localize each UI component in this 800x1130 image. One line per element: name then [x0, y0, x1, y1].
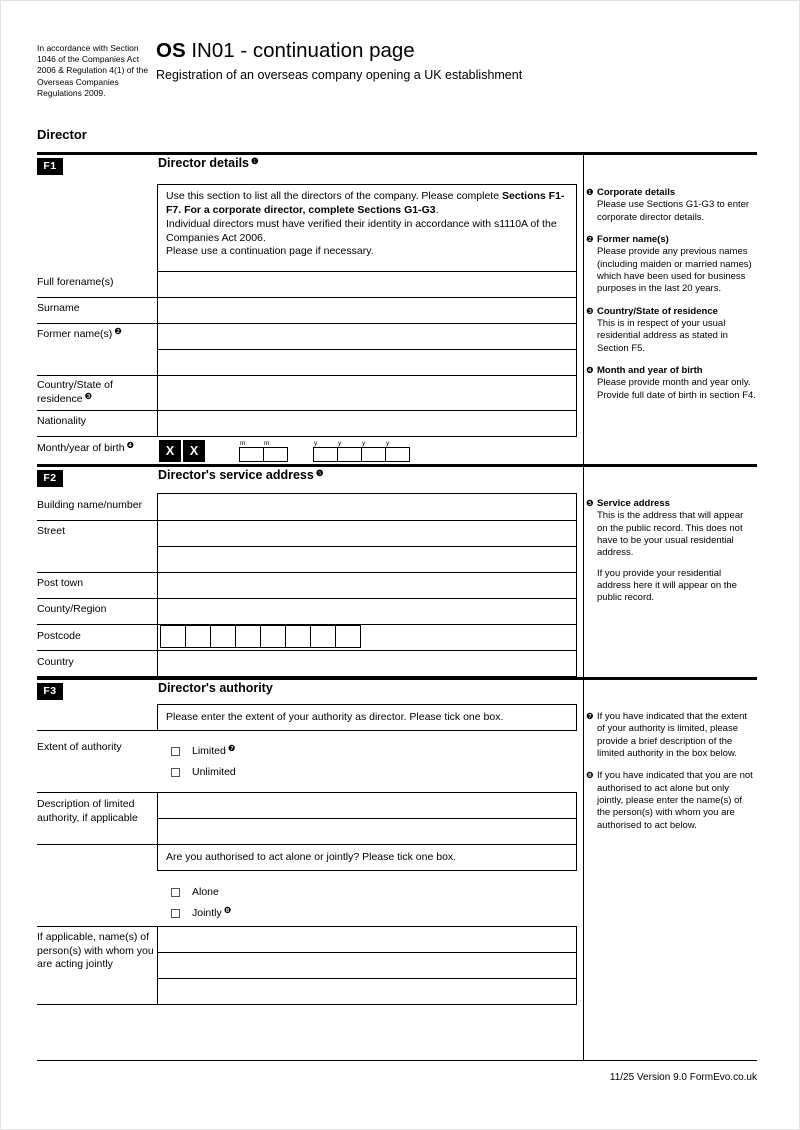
- jointly-checkbox[interactable]: [171, 909, 180, 918]
- f3-section-title: [158, 681, 273, 695]
- row-divider: [37, 598, 157, 599]
- note-ref-4-icon: ❹: [126, 440, 135, 450]
- postcode-cell[interactable]: [210, 625, 236, 648]
- forename-label: Full forename(s): [37, 276, 114, 288]
- year-letter: y: [338, 440, 342, 447]
- alone-checkbox-label: Alone: [192, 886, 219, 898]
- street-input-2[interactable]: [158, 546, 576, 572]
- note-limited-authority: [586, 711, 756, 760]
- day-crossed-box-1: X: [159, 440, 181, 462]
- f1-intro-bold: Sections F1-F7. For a corporate director, complete Sections G1-G3: [166, 190, 565, 216]
- limited-checkbox-label: [192, 745, 235, 757]
- note-ref-3-icon: ❸: [84, 390, 93, 401]
- f2-section-badge: F2: [37, 470, 63, 487]
- birth-label-text: Month/year of birth: [37, 442, 125, 454]
- note-marker-7: ❼: [586, 711, 594, 721]
- compliance-note: In accordance with Section 1046 of the Companies Act 2006 & Regulation 4(1) of the Overseas Companies Regulations 2009.: [37, 43, 149, 98]
- row-divider: [37, 926, 157, 927]
- f3-notes-column: [586, 711, 756, 842]
- birth-year-cells: [313, 440, 410, 462]
- surname-input[interactable]: [158, 297, 576, 323]
- forename-input[interactable]: [158, 271, 576, 297]
- postcode-cell[interactable]: [335, 625, 361, 648]
- note-ref-2-icon: ❷: [114, 326, 122, 336]
- unlimited-checkbox[interactable]: [171, 768, 180, 777]
- f2-section-bar: [37, 464, 757, 467]
- row-divider: [37, 323, 157, 324]
- note-body: Please provide month and year only. Provide full date of birth in section F4.: [597, 377, 756, 401]
- joint-names-input-2[interactable]: [157, 952, 577, 979]
- county-input[interactable]: [158, 598, 576, 624]
- year-letter: y: [386, 440, 390, 447]
- f3-section-badge: F3: [37, 683, 63, 700]
- f1-section-badge: F1: [37, 158, 63, 175]
- f1-intro-p1: [166, 190, 568, 218]
- note-marker-4: ❹: [586, 365, 594, 376]
- f1-intro-p3: Please use a continuation page if necessary.: [166, 245, 374, 258]
- note-jointly: [586, 770, 756, 832]
- month-cell[interactable]: [263, 440, 288, 462]
- f3-section-bar: [37, 677, 757, 680]
- limited-label-text: Limited: [192, 745, 226, 757]
- residence-label: [37, 379, 155, 406]
- year-input-cell[interactable]: [361, 447, 386, 462]
- f3-notes-divider: [583, 680, 584, 1061]
- note-birth: [586, 365, 756, 402]
- f1-intro-part1: Use this section to list all the directors of the company. Please complete: [166, 190, 502, 202]
- note-marker-5: ❺: [586, 498, 594, 508]
- section-bottom-rule: [37, 1060, 757, 1061]
- building-label: Building name/number: [37, 499, 143, 511]
- row-divider: [37, 436, 157, 437]
- nationality-input[interactable]: [158, 410, 576, 436]
- country-label: Country: [37, 656, 74, 668]
- f1-intro-part3: .: [435, 203, 439, 216]
- month-letter: m: [240, 440, 246, 447]
- note-body: This is in respect of your usual residential address as stated in Section F5.: [597, 318, 728, 354]
- country-input[interactable]: [158, 650, 576, 676]
- former-names-input-2[interactable]: [158, 349, 576, 375]
- row-divider: [37, 650, 157, 651]
- year-letter: y: [314, 440, 318, 447]
- row-divider: [37, 624, 157, 625]
- former-names-label: [37, 328, 155, 342]
- year-cell[interactable]: [313, 440, 338, 462]
- extent-label: Extent of authority: [37, 741, 122, 753]
- alone-jointly-instruction-box: Are you authorised to act alone or jointly? Please tick one box.: [157, 844, 577, 871]
- limited-authority-description-input-2[interactable]: [157, 818, 577, 845]
- postcode-cell[interactable]: [185, 625, 211, 648]
- postcode-cell[interactable]: [260, 625, 286, 648]
- surname-label: Surname: [37, 302, 80, 314]
- note-body: Please use Sections G1-G3 to enter corporate director details.: [597, 199, 750, 223]
- f1-title-text: Director details: [158, 156, 250, 170]
- note-body: If you have indicated that you are not authorised to act alone but only jointly, please enter the name(s) of the person(s) with whom you are authorised to act below.: [597, 770, 753, 831]
- note-title: Corporate details: [597, 187, 676, 198]
- note-title: Former name(s): [597, 234, 669, 246]
- month-input-cell[interactable]: [239, 447, 264, 462]
- note-title: Month and year of birth: [597, 365, 703, 377]
- note-ref-7-icon: ❼: [227, 743, 236, 753]
- year-input-cell[interactable]: [337, 447, 362, 462]
- note-title: Service address: [597, 498, 670, 509]
- year-input-cell[interactable]: [385, 447, 410, 462]
- row-divider: [37, 410, 157, 411]
- form-subtitle: Registration of an overseas company opening a UK establishment: [156, 68, 523, 82]
- year-cell[interactable]: [361, 440, 386, 462]
- row-divider: [37, 792, 157, 793]
- year-cell[interactable]: [337, 440, 362, 462]
- year-input-cell[interactable]: [313, 447, 338, 462]
- note-marker-3: ❸: [586, 305, 594, 316]
- post-town-label: Post town: [37, 577, 84, 589]
- f2-notes-divider: [583, 467, 584, 677]
- note-ref-8-icon: ❽: [223, 905, 232, 915]
- f3-title-text: Director's authority: [158, 681, 273, 695]
- county-label: County/Region: [37, 603, 107, 615]
- row-divider: [37, 1004, 157, 1005]
- month-letter: m: [264, 440, 270, 447]
- f2-notes-column: [586, 498, 756, 615]
- alone-checkbox[interactable]: [171, 888, 180, 897]
- month-cell[interactable]: [239, 440, 264, 462]
- row-divider: [37, 297, 157, 298]
- note-title: Country/State of residence: [597, 305, 718, 317]
- director-group-heading: Director: [37, 127, 87, 142]
- month-input-cell[interactable]: [263, 447, 288, 462]
- limited-authority-description-input-1[interactable]: [157, 792, 577, 819]
- note-marker-2: ❷: [586, 234, 594, 245]
- residence-label-text: Country/State of residence: [37, 379, 113, 405]
- row-divider: [37, 375, 157, 376]
- note-ref-5-icon: ❺: [315, 468, 324, 478]
- f1-notes-divider: [583, 155, 584, 464]
- birth-label: [37, 442, 155, 456]
- limited-checkbox[interactable]: [171, 747, 180, 756]
- note-corporate-details: [586, 187, 756, 224]
- year-letter: y: [362, 440, 366, 447]
- f1-notes-column: [586, 187, 756, 412]
- f2-field-stack: [157, 493, 577, 677]
- description-label: Description of limited authority, if applicable: [37, 798, 138, 824]
- building-input[interactable]: [158, 494, 576, 520]
- note-body: This is the address that will appear on the public record. This does not have to be your usual residential address.: [597, 510, 744, 559]
- postcode-cells: [160, 625, 361, 648]
- joint-names-label: If applicable, name(s) of person(s) with whom you are acting jointly: [37, 931, 154, 971]
- note-body: Please provide any previous names (including maiden or married names) which have been used for business purposes in the last 20 years.: [597, 246, 752, 295]
- post-town-input[interactable]: [158, 572, 576, 598]
- note-body: If you have indicated that the extent of your authority is limited, please provide a brief description of the limited authority in the box below.: [597, 711, 747, 760]
- street-input-1[interactable]: [158, 520, 576, 546]
- f1-section-bar: [37, 152, 757, 155]
- form-title-text: IN01 - continuation page: [191, 39, 415, 62]
- extent-instruction-box: Please enter the extent of your authority as director. Please tick one box.: [157, 704, 577, 731]
- f2-section-title: [158, 468, 323, 482]
- postcode-cell[interactable]: [235, 625, 261, 648]
- nationality-label: Nationality: [37, 415, 87, 427]
- footer-version-text: 11/25 Version 9.0 FormEvo.co.uk: [609, 1072, 757, 1083]
- street-label: Street: [37, 525, 66, 537]
- postcode-cell[interactable]: [310, 625, 336, 648]
- f1-intro-p2: Individual directors must have verified their identity in accordance with s1110A of the Companies Act 2006.: [166, 217, 557, 244]
- row-divider: [37, 730, 157, 731]
- form-title: [156, 39, 415, 63]
- former-names-label-text: Former name(s): [37, 328, 113, 340]
- joint-names-input-1[interactable]: [157, 926, 577, 953]
- note-residence: [586, 306, 756, 355]
- note-marker-1: ❶: [586, 187, 594, 197]
- jointly-label-text: Jointly: [192, 907, 222, 919]
- row-divider: [37, 572, 157, 573]
- row-divider: [37, 844, 157, 845]
- postcode-cell[interactable]: [285, 625, 311, 648]
- note-marker-8: ❽: [586, 770, 594, 781]
- joint-names-input-3[interactable]: [157, 978, 577, 1005]
- f2-title-text: Director's service address: [158, 468, 314, 482]
- jointly-checkbox-label: [192, 907, 231, 919]
- note-body: If you provide your residential address here it will appear on the public record.: [597, 567, 737, 604]
- postcode-label: Postcode: [37, 630, 81, 642]
- f1-intro-text: [158, 185, 576, 271]
- residence-input[interactable]: [158, 375, 576, 410]
- postcode-cell[interactable]: [160, 625, 186, 648]
- note-former-names: [586, 234, 756, 296]
- day-crossed-box-2: X: [183, 440, 205, 462]
- unlimited-checkbox-label: Unlimited: [192, 766, 236, 778]
- form-code: OS: [156, 39, 186, 62]
- f1-field-stack: [157, 184, 577, 437]
- row-divider: [37, 520, 157, 521]
- birth-month-cells: [239, 440, 288, 462]
- note-service-address: [586, 498, 756, 605]
- former-names-input-1[interactable]: [158, 323, 576, 349]
- note-ref-1-icon: ❶: [251, 156, 259, 166]
- year-cell[interactable]: [385, 440, 410, 462]
- f1-section-title: [158, 156, 259, 170]
